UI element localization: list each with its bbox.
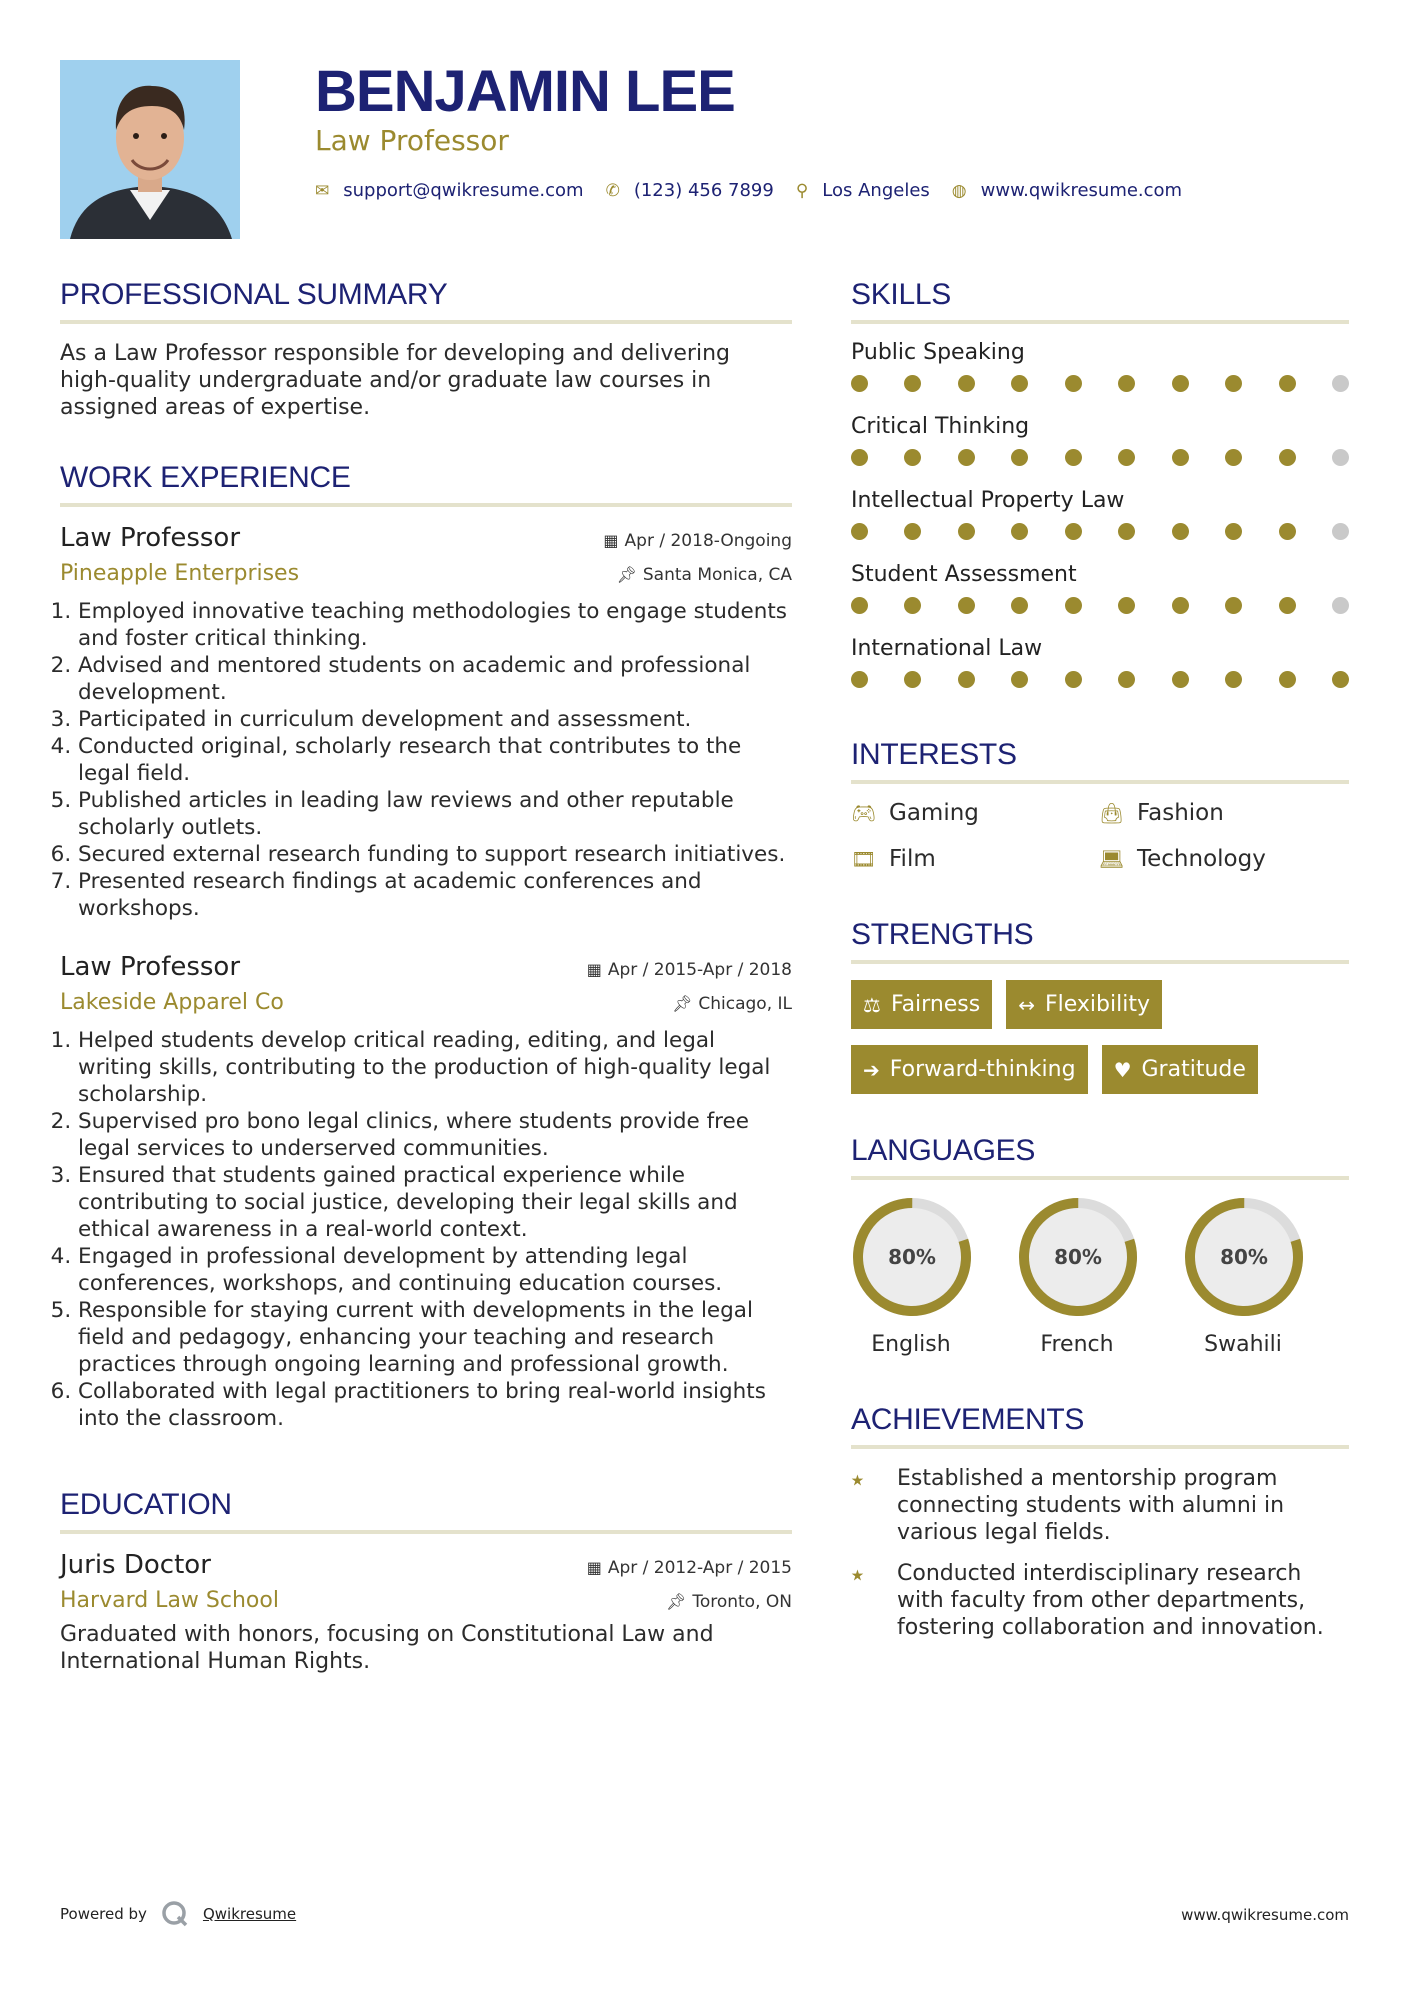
list-item: 1. Employed innovative teaching methodologies to engage students and foster critical thinking. xyxy=(78,598,792,652)
job-dates xyxy=(603,531,792,551)
language-item xyxy=(1183,1196,1303,1357)
pin-icon: 📌︎ xyxy=(672,994,693,1013)
rating-dot-empty xyxy=(1332,449,1349,466)
job-company: Lakeside Apparel Co xyxy=(60,990,284,1015)
education-heading: EDUCATION xyxy=(60,1488,792,1534)
list-item: 2. Supervised pro bono legal clinics, where students provide free legal services to underserved communities. xyxy=(78,1108,792,1162)
interest-label: Gaming xyxy=(889,800,979,826)
school-name: Harvard Law School xyxy=(60,1588,279,1613)
candidate-name: BENJAMIN LEE xyxy=(315,59,735,124)
job-entry xyxy=(60,952,792,1432)
education-description: Graduated with honors, focusing on Constitutional Law and International Human Rights. xyxy=(60,1622,714,1674)
skill-name: Critical Thinking xyxy=(851,414,1030,439)
profile-photo xyxy=(60,60,240,239)
rating-dot-filled xyxy=(1279,449,1296,466)
job-location xyxy=(672,994,792,1014)
job-bullets xyxy=(60,598,792,922)
footer-url[interactable]: www.qwikresume.com xyxy=(1181,1906,1349,1924)
job-dates-text: Apr / 2015-Apr / 2018 xyxy=(607,960,792,980)
contact-email[interactable]: support@qwikresume.com xyxy=(343,180,584,201)
rating-dot-filled xyxy=(1225,449,1242,466)
skill-name: Intellectual Property Law xyxy=(851,488,1125,513)
envelope-icon: ✉ xyxy=(315,180,330,201)
rating-dot-filled xyxy=(1118,523,1135,540)
strength-tag xyxy=(851,980,992,1029)
strength-tag xyxy=(851,1045,1088,1094)
rating-dot-filled xyxy=(1118,597,1135,614)
list-item: 6. Collaborated with legal practitioners to bring real-world insights into the classroom. xyxy=(78,1378,792,1432)
skills-heading: SKILLS xyxy=(851,278,1349,324)
job-title: Law Professor xyxy=(60,952,241,982)
rating-dot-filled xyxy=(1279,671,1296,688)
list-item: 3. Participated in curriculum development and assessment. xyxy=(78,706,792,733)
contact-location: Los Angeles xyxy=(822,180,930,201)
skill-name: Public Speaking xyxy=(851,340,1025,365)
rating-dot-filled xyxy=(904,523,921,540)
gamepad-icon: 🎮︎ xyxy=(851,801,877,825)
skills-list xyxy=(851,340,1349,688)
candidate-title: Law Professor xyxy=(315,124,509,157)
job-location-text: Santa Monica, CA xyxy=(642,565,792,585)
powered-by-label: Powered by xyxy=(60,1905,147,1923)
left-column xyxy=(60,278,792,1705)
interest-item xyxy=(1099,846,1349,872)
education-dates-text: Apr / 2012-Apr / 2015 xyxy=(607,1558,792,1578)
rating-dot-filled xyxy=(904,597,921,614)
rating-dot-filled xyxy=(1172,597,1189,614)
job-entry xyxy=(60,523,792,922)
shooting-star-icon: ⭑ xyxy=(851,1560,864,1588)
education-dates xyxy=(587,1558,792,1578)
rating-dot-filled xyxy=(1225,523,1242,540)
rating-dot-filled xyxy=(851,449,868,466)
shooting-star-icon: ⭑ xyxy=(851,1465,864,1493)
list-item: 3. Ensured that students gained practical experience while contributing to social justice, developing their legal skills and ethical awareness in a real-world context. xyxy=(78,1162,792,1243)
job-company: Pineapple Enterprises xyxy=(60,561,300,586)
strength-label: Fairness xyxy=(890,992,981,1017)
languages-list xyxy=(851,1196,1349,1357)
skill-rating xyxy=(851,523,1349,540)
interests-list xyxy=(851,800,1349,872)
arrow-right-icon: ➔ xyxy=(863,1057,880,1082)
education-location-text: Toronto, ON xyxy=(692,1592,792,1612)
rating-dot-filled xyxy=(1011,375,1028,392)
rating-dot-filled xyxy=(1065,523,1082,540)
rating-dot-filled xyxy=(904,671,921,688)
rating-dot-filled xyxy=(958,671,975,688)
languages-heading: LANGUAGES xyxy=(851,1134,1349,1180)
rating-dot-filled xyxy=(1011,671,1028,688)
language-name: English xyxy=(871,1332,951,1357)
list-item: 5. Published articles in leading law reviews and other reputable scholarly outlets. xyxy=(78,787,792,841)
strength-label: Flexibility xyxy=(1045,992,1150,1017)
rating-dot-filled xyxy=(1118,449,1135,466)
interest-label: Film xyxy=(889,846,936,872)
achievement-item xyxy=(851,1465,1349,1546)
interest-label: Fashion xyxy=(1137,800,1224,826)
list-item: 4. Conducted original, scholarly research that contributes to the legal field. xyxy=(78,733,792,787)
achievement-text: Established a mentorship program connecting students with alumni in various legal fields. xyxy=(897,1466,1285,1545)
list-item: 5. Responsible for staying current with developments in the legal field and pedagogy, enhancing your teaching and research practices through ongoing learning and professional growth. xyxy=(78,1297,792,1378)
rating-dot-filled xyxy=(1332,671,1349,688)
calendar-icon: ▦ xyxy=(586,1558,602,1577)
list-item: 2. Advised and mentored students on academic and professional development. xyxy=(78,652,792,706)
footer-powered-by xyxy=(60,1900,296,1928)
rating-dot-filled xyxy=(958,597,975,614)
degree-title: Juris Doctor xyxy=(60,1550,211,1580)
rating-dot-filled xyxy=(1065,597,1082,614)
job-location-text: Chicago, IL xyxy=(698,994,792,1014)
skill-name: Student Assessment xyxy=(851,562,1077,587)
rating-dot-filled xyxy=(1118,375,1135,392)
right-column xyxy=(851,278,1349,1655)
language-progress-ring xyxy=(1017,1196,1139,1318)
rating-dot-filled xyxy=(1279,597,1296,614)
rating-dot-filled xyxy=(958,449,975,466)
film-icon: 🎞︎ xyxy=(851,847,877,871)
rating-dot-filled xyxy=(1065,449,1082,466)
heart-icon: ♥ xyxy=(1113,1057,1132,1082)
calendar-icon: ▦ xyxy=(603,531,619,550)
skill-item xyxy=(851,636,1349,688)
rating-dot-filled xyxy=(1011,449,1028,466)
language-percent: 80% xyxy=(1054,1245,1102,1269)
experience-heading: WORK EXPERIENCE xyxy=(60,461,792,507)
laptop-icon: 💻︎ xyxy=(1099,847,1125,871)
rating-dot-filled xyxy=(1279,375,1296,392)
interests-heading: INTERESTS xyxy=(851,738,1349,784)
language-item xyxy=(1017,1196,1137,1357)
calendar-icon: ▦ xyxy=(586,960,602,979)
language-progress-ring xyxy=(1183,1196,1305,1318)
rating-dot-filled xyxy=(851,671,868,688)
rating-dot-filled xyxy=(958,375,975,392)
job-location xyxy=(617,565,792,585)
job-dates-text: Apr / 2018-Ongoing xyxy=(624,531,792,551)
map-marker-icon: ⚲ xyxy=(795,180,809,201)
rating-dot-filled xyxy=(1172,375,1189,392)
contact-website[interactable]: www.qwikresume.com xyxy=(980,180,1183,201)
strength-label: Gratitude xyxy=(1141,1057,1246,1082)
strengths-list xyxy=(851,980,1349,1094)
education-entry xyxy=(60,1550,792,1675)
rating-dot-filled xyxy=(1065,375,1082,392)
language-percent: 80% xyxy=(1220,1245,1268,1269)
balance-scale-icon: ⚖ xyxy=(863,992,881,1017)
strength-tag xyxy=(1102,1045,1258,1094)
language-name: Swahili xyxy=(1204,1332,1282,1357)
rating-dot-filled xyxy=(1172,449,1189,466)
rating-dot-filled xyxy=(1011,523,1028,540)
achievements-list xyxy=(851,1465,1349,1641)
rating-dot-filled xyxy=(1172,523,1189,540)
language-item xyxy=(851,1196,971,1357)
strength-tag xyxy=(1006,980,1162,1029)
interest-item xyxy=(1099,800,1349,826)
rating-dot-filled xyxy=(904,449,921,466)
summary-text: As a Law Professor responsible for developing and delivering high-quality undergraduate and/or graduate law courses in assigned areas of expertise. xyxy=(60,341,730,420)
globe-icon: ◍ xyxy=(951,180,967,201)
skill-rating xyxy=(851,597,1349,614)
strength-label: Forward-thinking xyxy=(889,1057,1076,1082)
skill-rating xyxy=(851,671,1349,688)
rating-dot-filled xyxy=(1279,523,1296,540)
achievement-text: Conducted interdisciplinary research with faculty from other departments, fostering collaboration and innovation. xyxy=(897,1561,1324,1640)
job-title: Law Professor xyxy=(60,523,241,553)
education-location xyxy=(666,1592,792,1612)
list-item: 4. Engaged in professional development by attending legal conferences, workshops, and continuing education courses. xyxy=(78,1243,792,1297)
rating-dot-empty xyxy=(1332,523,1349,540)
interest-label: Technology xyxy=(1137,846,1266,872)
rating-dot-filled xyxy=(1225,671,1242,688)
achievements-heading: ACHIEVEMENTS xyxy=(851,1403,1349,1449)
rating-dot-filled xyxy=(1225,597,1242,614)
rating-dot-filled xyxy=(1172,671,1189,688)
rating-dot-filled xyxy=(1118,671,1135,688)
job-dates xyxy=(587,960,792,980)
rating-dot-empty xyxy=(1332,375,1349,392)
rating-dot-filled xyxy=(851,597,868,614)
rating-dot-filled xyxy=(851,523,868,540)
skill-name: International Law xyxy=(851,636,1043,661)
list-item: 7. Presented research findings at academic conferences and workshops. xyxy=(78,868,792,922)
skill-item xyxy=(851,340,1349,392)
achievement-item xyxy=(851,1560,1349,1641)
rating-dot-filled xyxy=(1011,597,1028,614)
rating-dot-filled xyxy=(904,375,921,392)
list-item: 1. Helped students develop critical reading, editing, and legal writing skills, contributing to the production of high-quality legal scholarship. xyxy=(78,1027,792,1108)
summary-heading: PROFESSIONAL SUMMARY xyxy=(60,278,792,324)
language-name: French xyxy=(1040,1332,1114,1357)
rating-dot-filled xyxy=(1225,375,1242,392)
rating-dot-filled xyxy=(851,375,868,392)
rating-dot-filled xyxy=(958,523,975,540)
pin-icon: 📌︎ xyxy=(616,565,637,584)
job-bullets xyxy=(60,1027,792,1432)
qwikresume-logo-icon xyxy=(161,1900,189,1928)
pin-icon: 📌︎ xyxy=(666,1592,687,1611)
interest-item xyxy=(851,846,1099,872)
skill-rating xyxy=(851,449,1349,466)
list-item: 6. Secured external research funding to support research initiatives. xyxy=(78,841,792,868)
rating-dot-empty xyxy=(1332,597,1349,614)
contact-phone[interactable]: (123) 456 7899 xyxy=(633,180,774,201)
language-percent: 80% xyxy=(888,1245,936,1269)
arrows-horizontal-icon: ↔ xyxy=(1018,992,1035,1017)
shopping-bag-icon: 👜︎ xyxy=(1099,801,1125,825)
skill-item xyxy=(851,414,1349,466)
rating-dot-filled xyxy=(1065,671,1082,688)
interest-item xyxy=(851,800,1099,826)
language-progress-ring xyxy=(851,1196,973,1318)
contact-bar xyxy=(315,180,1204,201)
strengths-heading: STRENGTHS xyxy=(851,918,1349,964)
skill-rating xyxy=(851,375,1349,392)
skill-item xyxy=(851,488,1349,540)
phone-icon: ✆ xyxy=(605,180,620,201)
skill-item xyxy=(851,562,1349,614)
brand-link[interactable]: Qwikresume xyxy=(202,1905,297,1923)
